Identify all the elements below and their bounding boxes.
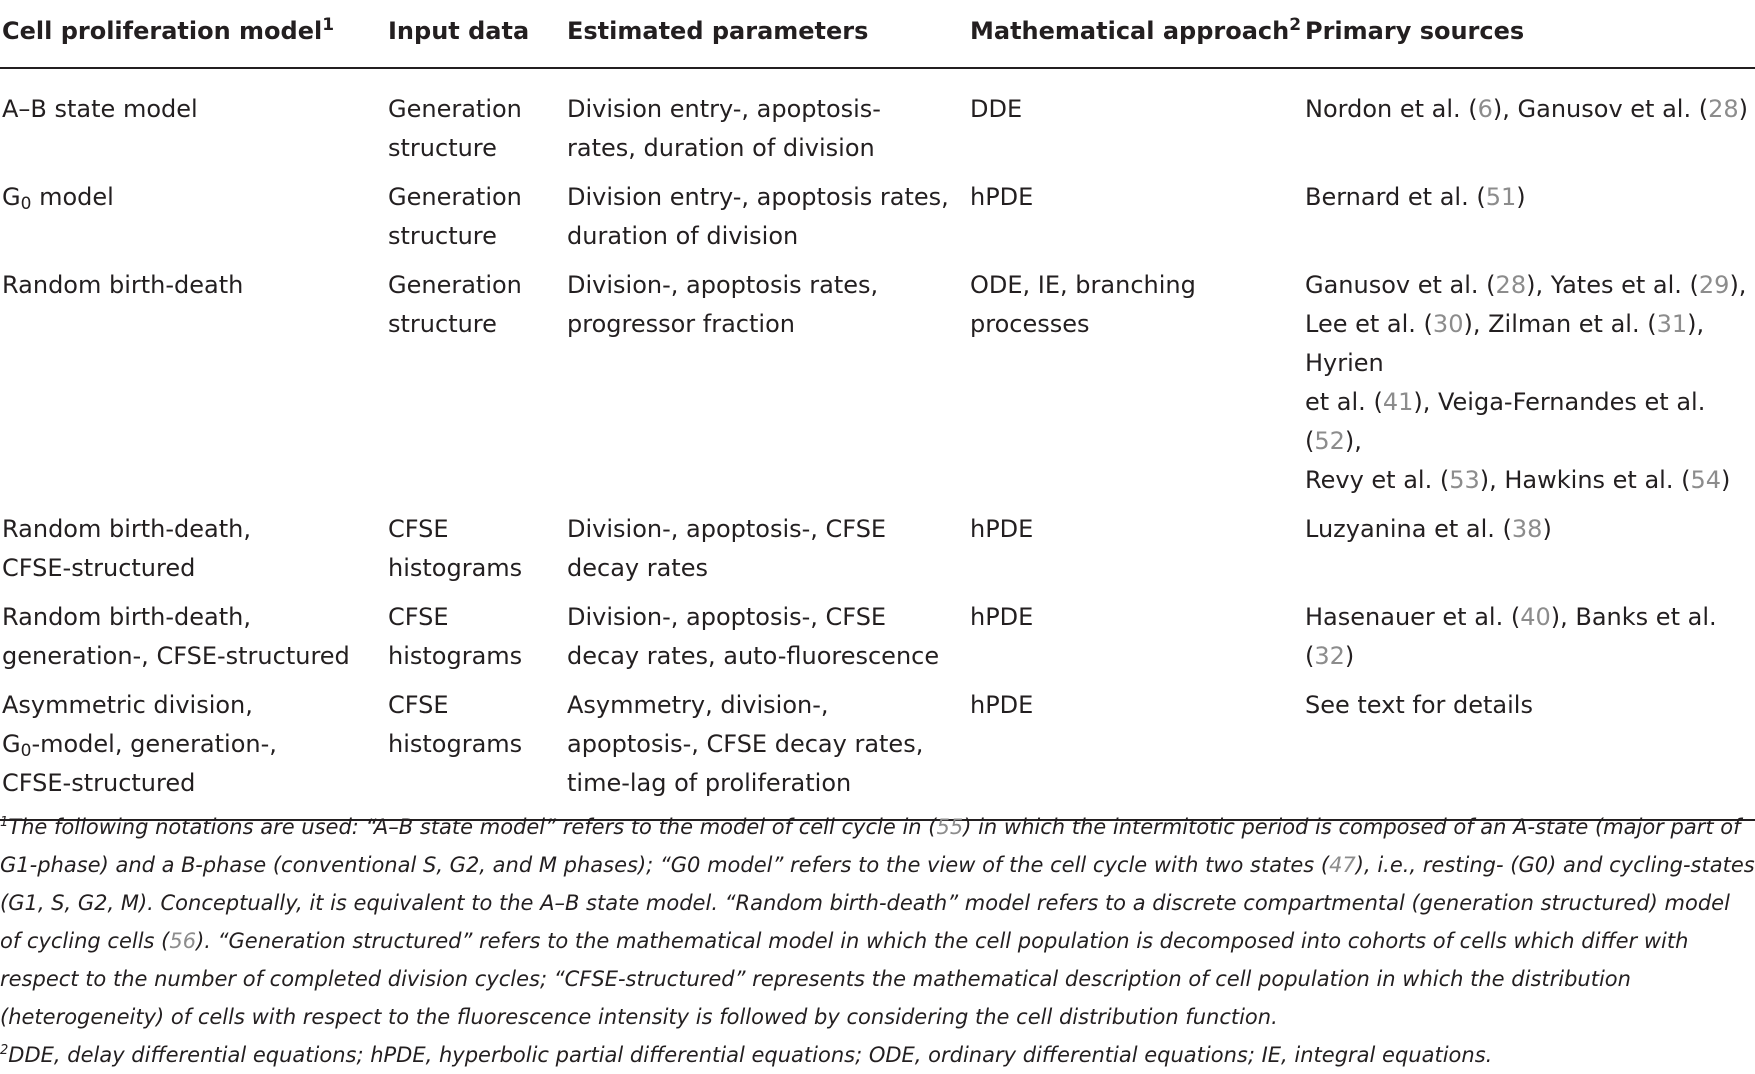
cell-line: hPDE (970, 603, 1034, 631)
cell-line: Division-, apoptosis-, CFSE (567, 515, 887, 543)
cell-line: decay rates, auto-fluorescence (567, 642, 940, 670)
header-label: Mathematical approach (970, 17, 1290, 45)
table-row (0, 168, 1755, 256)
footnote-text: ) in which the intermitotic period is composed of an A-state (major part of G1-phase) and a B-phase (conventional S, G2, and M phases); “G0 model” refers to the view of the cell cycle with two states ( (0, 815, 1741, 877)
cell-mathematical-approach (968, 168, 1303, 256)
footnote-text: DDE, delay differential equations; hPDE, hyperbolic partial differential equations; ODE, ordinary differential equations; IE, integral equations. (8, 1043, 1493, 1067)
cell-line: Random birth-death, (2, 603, 251, 631)
cell-mathematical-approach (968, 500, 1303, 588)
subscript: 0 (20, 194, 32, 214)
header-estimated-parameters (565, 0, 968, 68)
header-mathematical-approach (968, 0, 1303, 68)
cell-model (0, 676, 386, 820)
source-text: Lee et al. ( (1305, 310, 1433, 338)
source-text: Hasenauer et al. ( (1305, 603, 1521, 631)
cell-line: ODE, IE, branching (970, 271, 1196, 299)
cell-line: duration of division (567, 222, 799, 250)
cell-input-data (386, 500, 565, 588)
cell-estimated-parameters (565, 500, 968, 588)
cell-line: $G_0$-model, generation-, (2, 730, 277, 761)
cell-estimated-parameters (565, 256, 968, 500)
source-text: ) (1542, 515, 1552, 543)
cell-primary-sources (1303, 68, 1755, 168)
source-text: ) (1738, 95, 1749, 123)
source-text: ), Hawkins et al. ( (1479, 466, 1691, 494)
cell-line: generation-, CFSE-structured (2, 642, 350, 670)
cell-line: Random birth-death (2, 271, 244, 299)
cell-line: hPDE (970, 183, 1034, 211)
cell-line: $G_0$ model (2, 183, 114, 214)
reference-link[interactable]: 52 (1314, 427, 1345, 455)
footnote-2 (0, 1036, 1755, 1074)
cell-line: time-lag of proliferation (567, 769, 852, 797)
cell-model (0, 588, 386, 676)
cell-line: CFSE (388, 515, 449, 543)
header-label: Input data (388, 17, 530, 45)
source-text: ), Veiga-Fernandes et al. ( (1305, 388, 1706, 455)
cell-estimated-parameters (565, 676, 968, 820)
reference-link[interactable]: 31 (1656, 310, 1688, 338)
reference-link[interactable]: 55 (936, 815, 964, 839)
cell-primary-sources (1303, 676, 1755, 820)
source-text: ) (1516, 183, 1526, 211)
reference-link[interactable]: 53 (1449, 466, 1480, 494)
footnote-marker: 1 (0, 815, 9, 830)
cell-model (0, 68, 386, 168)
cell-line: histograms (388, 730, 523, 758)
footnotes (0, 808, 1755, 1074)
cell-line: Division-, apoptosis rates, (567, 271, 879, 299)
cell-estimated-parameters (565, 588, 968, 676)
reference-link[interactable]: 51 (1485, 183, 1517, 211)
cell-estimated-parameters (565, 68, 968, 168)
source-text: Luzyanina et al. ( (1305, 515, 1512, 543)
header-input-data (386, 0, 565, 68)
cell-primary-sources (1303, 588, 1755, 676)
reference-link[interactable]: 32 (1314, 642, 1345, 670)
cell-line: structure (388, 134, 497, 162)
footnote-text: ). “Generation structured” refers to the mathematical model in which the cell population is decomposed into cohorts of cells which differ with respect to the number of completed division cycles; “CFSE-structured” represents the mathematical description of cell population in which the distribution (heterogeneity) of cells with respect to the fluorescence intensity is followed by considering the cell distribution function. (0, 929, 1689, 1029)
source-text: ), Banks et al. ( (1305, 603, 1717, 670)
cell-line: Asymmetric division, (2, 691, 253, 719)
cell-primary-sources (1303, 256, 1755, 500)
subscript: 0 (20, 741, 32, 761)
cell-line: structure (388, 310, 497, 338)
reference-link[interactable]: 56 (169, 929, 197, 953)
cell-primary-sources (1303, 500, 1755, 588)
cell-line: hPDE (970, 691, 1034, 719)
header-model (0, 0, 386, 68)
source-text: ), Ganusov et al. ( (1492, 95, 1709, 123)
cell-line: Generation (388, 271, 522, 299)
cell-line: Division entry-, apoptosis- (567, 95, 881, 123)
cell-line: CFSE-structured (2, 554, 196, 582)
cell-line: decay rates (567, 554, 708, 582)
reference-link[interactable]: 41 (1382, 388, 1414, 416)
source-text: Revy et al. ( (1305, 466, 1450, 494)
source-text: ), Zilman et al. ( (1463, 310, 1657, 338)
cell-line: processes (970, 310, 1090, 338)
cell-model (0, 256, 386, 500)
cell-input-data (386, 588, 565, 676)
footnote-text: The following notations are used: “A–B state model” refers to the model of cell cycle in ( (8, 815, 937, 839)
cell-input-data (386, 256, 565, 500)
header-label: Cell proliferation model (2, 17, 323, 45)
cell-line: rates, duration of division (567, 134, 875, 162)
header-primary-sources (1303, 0, 1755, 68)
cell-line: Generation (388, 183, 522, 211)
reference-link[interactable]: 47 (1329, 853, 1356, 877)
reference-link[interactable]: 30 (1432, 310, 1464, 338)
cell-line: histograms (388, 642, 523, 670)
header-label: Primary sources (1305, 17, 1525, 45)
cell-line: A–B state model (2, 95, 198, 123)
cell-input-data (386, 68, 565, 168)
source-text: Ganusov et al. ( (1305, 271, 1496, 299)
cell-line: DDE (970, 95, 1023, 123)
footnote-marker: 2 (1289, 15, 1302, 35)
cell-line: progressor fraction (567, 310, 795, 338)
source-text: Nordon et al. ( (1305, 95, 1478, 123)
table-row (0, 588, 1755, 676)
cell-mathematical-approach (968, 256, 1303, 500)
footnote-text: ), i.e., resting- (G0) and cycling-states (G1, S, G2, M). Conceptually, it is equivalent to the A–B state model. “Random birth-death” model refers to a discrete compartmental (generation structured) model of cycling cells ( (0, 853, 1755, 953)
cell-model (0, 168, 386, 256)
source-text: ) (1721, 466, 1731, 494)
cell-input-data (386, 168, 565, 256)
reference-link[interactable]: 40 (1520, 603, 1551, 631)
reference-link[interactable]: 6 (1477, 95, 1493, 123)
cell-mathematical-approach (968, 68, 1303, 168)
cell-line: Division-, apoptosis-, CFSE (567, 603, 887, 631)
cell-line: Generation (388, 95, 522, 123)
cell-line: CFSE-structured (2, 769, 196, 797)
cell-line: CFSE (388, 603, 449, 631)
table-row (0, 500, 1755, 588)
reference-link[interactable]: 54 (1690, 466, 1722, 494)
source-text: ), Hyrien (1305, 310, 1705, 377)
source-text: See text for details (1305, 691, 1533, 719)
cell-model (0, 500, 386, 588)
cell-line: structure (388, 222, 497, 250)
cell-line: apoptosis-, CFSE decay rates, (567, 730, 924, 758)
cell-estimated-parameters (565, 168, 968, 256)
footnote-marker: 2 (0, 1043, 9, 1058)
source-text: ) (1344, 642, 1355, 670)
cell-primary-sources (1303, 168, 1755, 256)
source-text: ), (1344, 427, 1362, 455)
cell-mathematical-approach (968, 588, 1303, 676)
source-text: Bernard et al. ( (1305, 183, 1486, 211)
source-text: ), (1729, 271, 1747, 299)
reference-link[interactable]: 38 (1511, 515, 1543, 543)
table-body (0, 68, 1755, 820)
footnote-1 (0, 808, 1755, 1036)
table-row (0, 68, 1755, 168)
header-label: Estimated parameters (567, 17, 869, 45)
cell-line: CFSE (388, 691, 449, 719)
cell-line: Division entry-, apoptosis rates, (567, 183, 949, 211)
cell-input-data (386, 676, 565, 820)
source-text: ), Yates et al. ( (1526, 271, 1699, 299)
reference-link[interactable]: 29 (1698, 271, 1730, 299)
reference-link[interactable]: 28 (1495, 271, 1527, 299)
cell-line: Asymmetry, division-, (567, 691, 829, 719)
table-row (0, 256, 1755, 500)
reference-link[interactable]: 28 (1708, 95, 1739, 123)
cell-line: hPDE (970, 515, 1034, 543)
source-text: et al. ( (1305, 388, 1383, 416)
table-row (0, 676, 1755, 820)
footnote-marker: 1 (322, 15, 335, 35)
cell-line: Random birth-death, (2, 515, 251, 543)
cell-mathematical-approach (968, 676, 1303, 820)
cell-line: histograms (388, 554, 523, 582)
header-row (0, 0, 1755, 68)
